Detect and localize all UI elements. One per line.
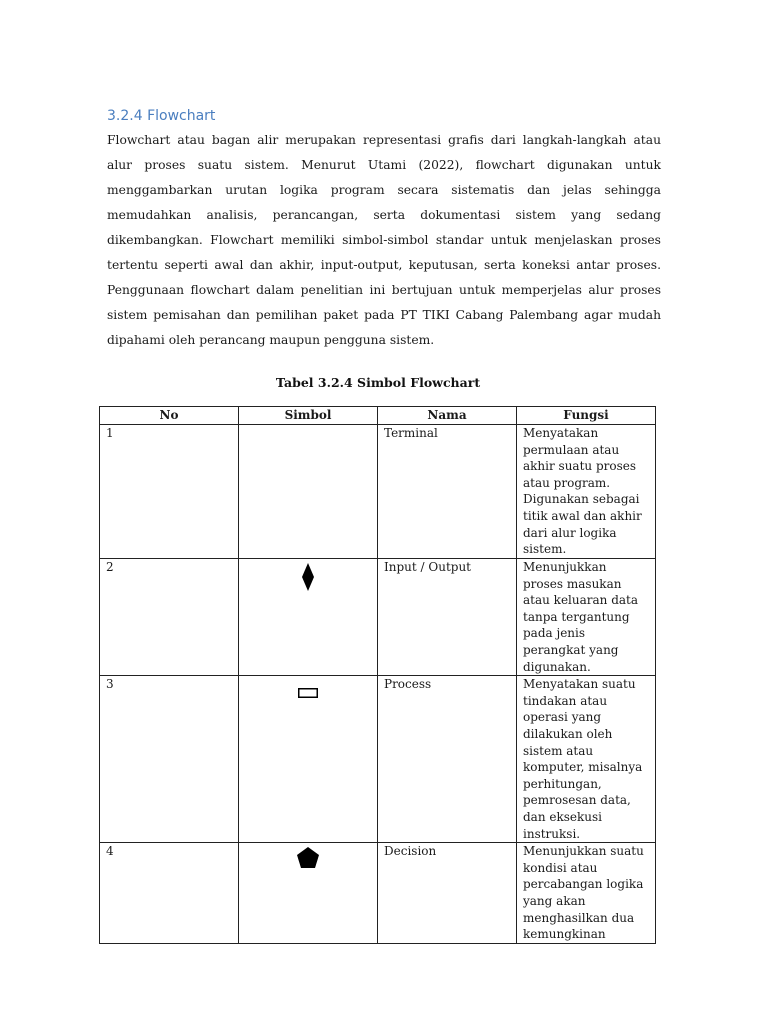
header-fungsi: Fungsi (517, 407, 656, 425)
diamond-icon (301, 563, 315, 591)
cell-symbol (239, 676, 378, 843)
header-nama: Nama (378, 407, 517, 425)
cell-nama: Decision (378, 843, 517, 944)
cell-nama: Terminal (378, 425, 517, 559)
table-row (100, 559, 656, 676)
cell-nama: Input / Output (378, 559, 517, 676)
cell-no: 2 (100, 559, 239, 676)
cell-fungsi: Menyatakan suatu tindakan atau operasi yang dilakukan oleh sistem atau komputer, misalnya perhitungan, pemrosesan data, dan eksekusi instruksi. (517, 676, 656, 843)
cell-no: 1 (100, 425, 239, 559)
table-header-row (100, 407, 656, 425)
header-simbol: Simbol (239, 407, 378, 425)
table-row (100, 843, 656, 944)
section-paragraph: Flowchart atau bagan alir merupakan representasi grafis dari langkah-langkah atau alur proses suatu sistem. Menurut Utami (2022), flowchart digunakan untuk menggambarkan urutan logika program secara sistematis dan jelas sehingga memudahkan analisis, perancangan, serta dokumentasi sistem yang sedang dikembangkan. Flowchart memiliki simbol-simbol standar untuk menjelaskan proses tertentu seperti awal dan akhir, input-output, keputusan, serta koneksi antar proses. Penggunaan flowchart dalam penelitian ini bertujuan untuk memperjelas alur proses sistem pemisahan dan pemilihan paket pada PT TIKI Cabang Palembang agar mudah dipahami oleh perancang maupun pengguna sistem. (107, 133, 661, 347)
section-heading: 3.2.4 Flowchart (107, 108, 216, 124)
cell-symbol-empty (239, 425, 378, 559)
rectangle-icon (298, 688, 318, 698)
cell-no: 4 (100, 843, 239, 944)
table-caption: Tabel 3.2.4 Simbol Flowchart (275, 375, 481, 390)
header-no: No (100, 407, 239, 425)
cell-no: 3 (100, 676, 239, 843)
cell-fungsi: Menyatakan permulaan atau akhir suatu proses atau program. Digunakan sebagai titik awal dan akhir dari alur logika sistem. (517, 425, 656, 559)
table-row (100, 676, 656, 843)
cell-nama: Process (378, 676, 517, 843)
cell-fungsi: Menunjukkan proses masukan atau keluaran data tanpa tergantung pada jenis perangkat yang digunakan. (517, 559, 656, 676)
cell-fungsi: Menunjukkan suatu kondisi atau percabangan logika yang akan menghasilkan dua kemungkinan (517, 843, 656, 944)
table-row (100, 425, 656, 559)
flowchart-symbol-table (99, 406, 656, 944)
pentagon-icon (297, 847, 319, 868)
cell-symbol (239, 843, 378, 944)
cell-symbol (239, 559, 378, 676)
